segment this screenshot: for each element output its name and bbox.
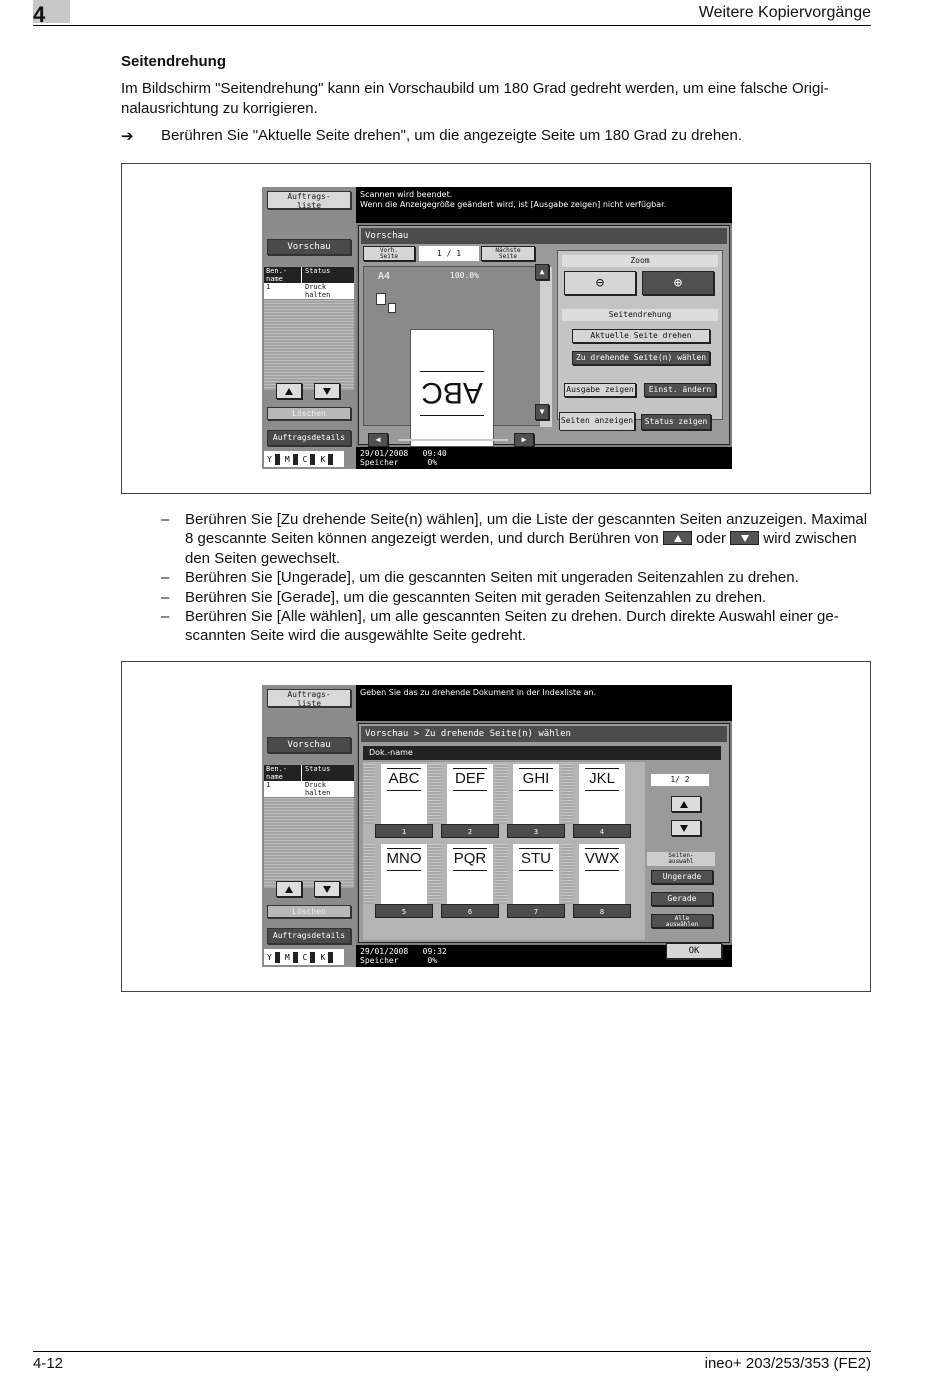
job-list-button[interactable]: Auftrags- liste	[267, 191, 351, 209]
page-thumbnail-label: VWX	[584, 850, 620, 867]
page-thumb-icon-2	[388, 303, 396, 313]
scroll-up-button[interactable]	[276, 881, 302, 897]
rotation-label: Seitendrehung	[562, 309, 718, 321]
delete-button[interactable]: Löschen	[267, 407, 351, 420]
page-thumb-icon	[376, 293, 386, 305]
page-counter: 1 / 1	[419, 246, 479, 261]
vertical-scrollbar[interactable]	[540, 267, 552, 427]
scroll-down-button[interactable]	[314, 383, 340, 399]
tool-panel	[557, 250, 723, 420]
zoom-out-icon[interactable]: ⊖	[564, 271, 636, 295]
preview-area	[363, 266, 543, 444]
toner-m: M	[284, 952, 290, 962]
horizontal-scrollbar[interactable]: ◀ ▶	[368, 433, 544, 447]
prev-page-button[interactable]: Vorh. Seite	[363, 246, 415, 261]
page-counter: 1/ 2	[651, 774, 709, 786]
page-thumbnail-label: MNO	[386, 850, 422, 867]
page-number-button[interactable]: 6	[441, 904, 499, 918]
intro-line-2: nalausrichtung zu korrigieren.	[121, 100, 318, 117]
thumb-stripe	[363, 764, 375, 824]
list-item: – Berühren Sie [Gerade], um die gescannten Seiten mit geraden Seitenzahlen zu drehen.	[161, 588, 767, 606]
tab-show-pages[interactable]: Seiten anzeigen	[559, 412, 635, 430]
tab-show-status[interactable]: Status zeigen	[641, 414, 711, 430]
footer-divider	[33, 1351, 871, 1352]
select-all-button[interactable]: Alle auswählen	[651, 914, 713, 928]
arrow-down-icon	[730, 531, 759, 545]
row-status: Druck halten	[305, 283, 331, 299]
select-pages-button[interactable]: Zu drehende Seite(n) wählen	[572, 351, 710, 365]
zoom-in-icon[interactable]: ⊕	[642, 271, 714, 295]
row-number: 1	[266, 781, 271, 789]
thumb-stripe	[495, 764, 507, 824]
table-empty-rows	[264, 798, 354, 888]
scroll-up-arrow-icon[interactable]: ▲	[535, 264, 549, 280]
arrow-up-icon	[663, 531, 692, 545]
toner-m: M	[284, 454, 290, 464]
show-output-button[interactable]: Ausgabe zeigen	[564, 383, 636, 397]
page-thumbnail-label: STU	[521, 850, 551, 867]
toner-c: C	[302, 952, 308, 962]
figure-frame-page-select	[121, 661, 871, 992]
doc-name-bar: Dok.-name	[363, 746, 721, 760]
col-name: Ben.- name	[264, 765, 302, 781]
paper-size: A4	[378, 271, 391, 282]
bullet-list	[161, 510, 873, 646]
status-message: Geben Sie das zu drehende Dokument in der Indexliste an.	[356, 685, 732, 721]
job-table	[264, 267, 354, 390]
toner-k: K	[320, 454, 326, 464]
job-table-header	[264, 267, 354, 283]
thumb-stripe	[561, 764, 573, 824]
table-empty-rows	[264, 300, 354, 390]
job-table-header	[264, 765, 354, 781]
next-page-button[interactable]: Nächste Seite	[481, 246, 535, 261]
toner-indicator	[264, 451, 344, 467]
panel-title: Vorschau	[361, 228, 727, 244]
table-row[interactable]	[264, 781, 354, 798]
page-select-panel	[358, 723, 730, 943]
chapter-title: Weitere Kopiervorgänge	[698, 4, 871, 21]
left-column	[262, 187, 356, 469]
table-row[interactable]	[264, 283, 354, 300]
list-item: – Berühren Sie [Zu drehende Seite(n) wählen], um die Liste der gescannten Seiten anzuzeigen. Maximal 8 gescannte Seiten können angezeigt werden, und durch Berühren von oder wird zwischen den Seiten gewechselt.	[161, 511, 868, 567]
scroll-down-arrow-icon[interactable]: ▼	[535, 404, 549, 420]
toner-indicator	[264, 949, 344, 965]
page-number-button[interactable]: 2	[441, 824, 499, 838]
page-number-button[interactable]: 8	[573, 904, 631, 918]
thumb-stripe	[363, 844, 375, 904]
screen-page-rotation	[262, 187, 732, 469]
page-number-button[interactable]: 4	[573, 824, 631, 838]
toner-c: C	[302, 454, 308, 464]
page-thumbnail-label: DEF	[455, 770, 485, 787]
panel-title: Vorschau > Zu drehende Seite(n) wählen	[361, 726, 727, 742]
status-bar	[356, 447, 732, 469]
page-thumbnail-label: PQR	[453, 850, 487, 867]
product-name: ineo+ 203/253/353 (FE2)	[704, 1355, 871, 1372]
memory-label: Speicher	[360, 956, 399, 965]
left-column	[262, 685, 356, 967]
list-item: – Berühren Sie [Ungerade], um die gescannten Seiten mit ungeraden Seitenzahlen zu drehen.	[161, 569, 799, 587]
col-name: Ben.- name	[264, 267, 302, 283]
header-divider	[33, 25, 871, 26]
thumb-stripe	[429, 844, 441, 904]
job-details-button[interactable]: Auftragsdetails	[267, 430, 351, 446]
date: 29/01/2008	[360, 947, 409, 956]
page-select-label: Seiten- auswahl	[647, 852, 715, 866]
page-thumbnail-label: GHI	[522, 770, 550, 787]
page-number-button[interactable]: 7	[507, 904, 565, 918]
page-number-button[interactable]: 3	[507, 824, 565, 838]
toner-y: Y	[267, 454, 272, 464]
step-text: Berühren Sie "Aktuelle Seite drehen", um die angezeigte Seite um 180 Grad zu drehen.	[161, 127, 743, 144]
page-thumbnail-label: JKL	[589, 770, 615, 787]
time: 09:32	[422, 947, 447, 956]
memory-label: Speicher	[360, 458, 399, 467]
chapter-number: 4	[33, 2, 46, 27]
toner-k: K	[320, 952, 326, 962]
page-down-button[interactable]	[671, 820, 701, 836]
intro-line-1: Im Bildschirm "Seitendrehung" kann ein Vorschaubild um 180 Grad gedreht werden, um eine falsche Origi-	[121, 80, 829, 97]
zoom-label: Zoom	[562, 255, 718, 267]
zoom-percent: 100.0%	[450, 271, 479, 280]
col-status: Status	[305, 765, 331, 773]
list-item: – Berühren Sie [Alle wählen], um alle gescannten Seiten zu drehen. Durch direkte Auswahl einer ge-scannten Seite wird die ausgewählte Seite gedreht.	[161, 608, 839, 645]
date: 29/01/2008	[360, 449, 409, 458]
preview-panel	[358, 225, 730, 445]
ok-button[interactable]: OK	[666, 943, 722, 959]
job-table	[264, 765, 354, 888]
page-up-button[interactable]	[671, 796, 701, 812]
page-thumbnail-label: ABC	[388, 770, 420, 787]
page-number-button[interactable]: 5	[375, 904, 433, 918]
memory-value: 0%	[427, 458, 438, 467]
status-message: Scannen wird beendet. Wenn die Anzeigegröße geändert wird, ist [Ausgabe zeigen] nicht verfügbar.	[356, 187, 732, 223]
step-arrow-icon: ➔	[121, 128, 134, 145]
job-list-button[interactable]: Auftrags- liste	[267, 689, 351, 707]
delete-button[interactable]: Löschen	[267, 905, 351, 918]
odd-pages-button[interactable]: Ungerade	[651, 870, 713, 884]
row-status: Druck halten	[305, 781, 331, 797]
toner-y: Y	[267, 952, 272, 962]
even-pages-button[interactable]: Gerade	[651, 892, 713, 906]
rotate-current-page-button[interactable]: Aktuelle Seite drehen	[572, 329, 710, 343]
preview-button[interactable]: Vorschau	[267, 737, 351, 753]
figure-frame-rotation	[121, 163, 871, 494]
row-number: 1	[266, 283, 271, 291]
page-number-button[interactable]: 1	[375, 824, 433, 838]
scroll-up-button[interactable]	[276, 383, 302, 399]
thumb-stripe	[429, 764, 441, 824]
page-number: 4-12	[33, 1355, 64, 1372]
preview-text-rotated: ABC	[421, 376, 483, 409]
section-heading: Seitendrehung	[121, 53, 227, 70]
screen-page-select	[262, 685, 732, 967]
scroll-down-button[interactable]	[314, 881, 340, 897]
change-settings-button[interactable]: Einst. ändern	[644, 383, 716, 397]
job-details-button[interactable]: Auftragsdetails	[267, 928, 351, 944]
col-status: Status	[305, 267, 331, 275]
memory-value: 0%	[427, 956, 438, 965]
thumb-stripe	[561, 844, 573, 904]
page-thumbnail-grid	[363, 762, 645, 940]
intro-paragraph	[121, 79, 871, 119]
preview-button[interactable]: Vorschau	[267, 239, 351, 255]
thumb-stripe	[495, 844, 507, 904]
time: 09:40	[422, 449, 447, 458]
